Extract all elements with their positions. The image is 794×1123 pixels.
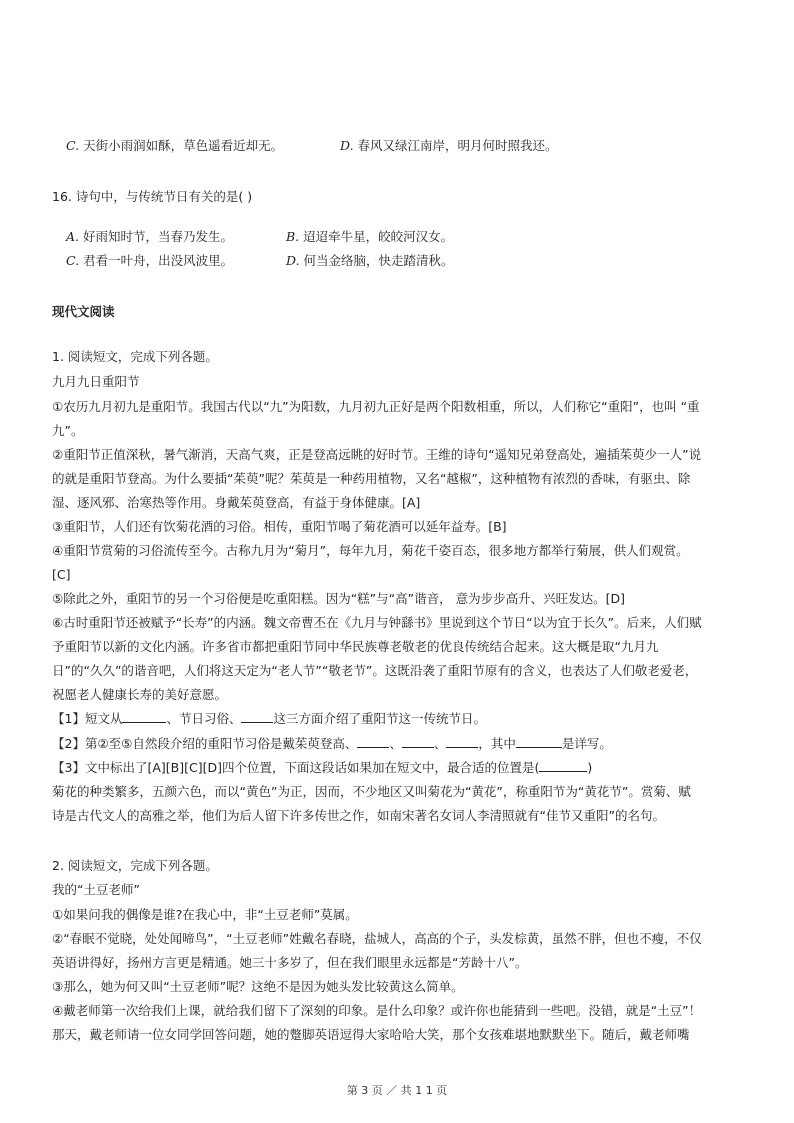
q16-option-a xyxy=(66,228,233,246)
paragraph-line: 九”。 xyxy=(52,423,84,438)
paragraph-line: 祝愿老人健康长寿的美好意愿。 xyxy=(52,687,228,702)
paragraph-line: ②重阳节正值深秋，暑气渐消，天高气爽，正是登高远眺的好时节。王维的诗句“遥知兄弟登高处，遍插茱萸少一人”说 xyxy=(52,447,702,462)
answer-blank[interactable] xyxy=(357,735,389,748)
answer-blank[interactable] xyxy=(539,759,587,772)
paragraph-line: 菊花的种类繁多，五颜六色，而以“黄色”为正，因而，不少地区又叫菊花为“黄花”，称重阳节为“黄花节”。赏菊、赋 xyxy=(52,784,691,799)
paragraph-line: ⑤除此之外，重阳节的另一个习俗便是吃重阳糕。因为“糕”与“高”谐音， 意为步步高升、兴旺发达。[D] xyxy=(52,591,625,606)
option-text: 迢迢牵牛星，皎皎河汉女。 xyxy=(303,229,454,244)
section-title: 现代文阅读 xyxy=(52,304,115,319)
subquestion-text: 【3】文中标出了[A][B][C][D]四个位置，下面这段话如果加在短文中，最合适的位置是( xyxy=(52,760,540,775)
subquestion-text: ) xyxy=(587,760,593,775)
q16-option-d xyxy=(286,252,454,270)
option-text: 君看一叶舟，出没风波里。 xyxy=(83,253,234,268)
option-letter: B. xyxy=(286,229,300,244)
paragraph-line: 诗是古代文人的高雅之举，他们为后人留下许多传世之作，如南宋著名女词人李清照就有“佳节又重阳”的名句。 xyxy=(52,808,665,823)
subquestion-text: 、节日习俗、 xyxy=(166,711,242,726)
paragraph-line: ②“春眠不觉晓，处处闻啼鸟”，“土豆老师”姓戴名春晓，盐城人，高高的个子，头发棕黄，虽然不胖，但也不瘦，不仅 xyxy=(52,931,702,946)
reading1-intro: 1. 阅读短文，完成下列各题。 xyxy=(52,349,218,364)
subquestion-text: ，其中 xyxy=(478,736,516,751)
paragraph-line: 予重阳节以新的文化内涵。许多省市都把重阳节同中华民族尊老敬老的优良传统结合起来。这大概是取“九月九 xyxy=(52,639,659,654)
paragraph-line: 湿、逐风邪、治寒热等作用。身戴茱萸登高，有益于身体健康。[A] xyxy=(52,495,421,510)
paragraph-line: ④重阳节赏菊的习俗流传至今。古称九月为“菊月”，每年九月，菊花千姿百态，很多地方都举行菊展，供人们观赏。 xyxy=(52,543,689,558)
subquestion-text: 、 xyxy=(433,736,447,751)
question-16-stem: 16. 诗句中，与传统节日有关的是( ) xyxy=(52,189,253,204)
option-letter: C. xyxy=(66,253,80,268)
option-letter: A. xyxy=(66,229,80,244)
option-text: 何当金络脑，快走踏清秋。 xyxy=(303,253,454,268)
paragraph-line: ③那么，她为何又叫“土豆老师”呢？这绝不是因为她头发比较黄这么简单。 xyxy=(52,979,464,994)
option-letter: D. xyxy=(286,253,300,268)
option-letter: D. xyxy=(340,138,354,153)
option-text: 天街小雨润如酥，草色遥看近却无。 xyxy=(83,138,284,153)
reading2-intro: 2. 阅读短文，完成下列各题。 xyxy=(52,858,218,873)
q15-option-d xyxy=(340,137,558,155)
answer-blank[interactable] xyxy=(122,710,166,723)
paragraph-line: ⑥古时重阳节还被赋予“长寿”的内涵。魏文帝曹丕在《九月与钟繇书》里说到这个节日“以为宜于长久”。后来，人们赋 xyxy=(52,615,702,630)
option-letter: C. xyxy=(66,138,80,153)
answer-blank[interactable] xyxy=(241,710,273,723)
option-text: 好雨知时节，当春乃发生。 xyxy=(83,229,234,244)
paragraph-line: 英语讲得好，扬州方言更是精通。她三十多岁了，但在我们眼里永远都是“芳龄十八”。 xyxy=(52,955,528,970)
paragraph-line: ④戴老师第一次给我们上课，就给我们留下了深刻的印象。是什么印象？或许你也能猜到一些吧。没错，就是“土豆”！ xyxy=(52,1003,702,1018)
paragraph-line: ①如果问我的偶像是谁?在我心中，非“土豆老师”莫属。 xyxy=(52,907,358,922)
paragraph-line: 的就是重阳节登高。为什么要插“茱萸”呢？茱萸是一种药用植物，又名“越椒”，这种植物有浓烈的香味，有驱虫、除 xyxy=(52,471,691,486)
q16-option-b xyxy=(286,228,453,246)
subquestion-text: 是详写。 xyxy=(561,736,612,751)
q16-option-c xyxy=(66,252,233,270)
paragraph-line: 那天，戴老师请一位女同学回答问题，她的蹩脚英语逗得大家哈哈大笑，那个女孩难堪地默默坐下。随后，戴老师嘴 xyxy=(52,1027,690,1042)
paragraph-line: 日”的“久久”的谐音吧，人们将这天定为“老人节”“敬老节”。这既沿袭了重阳节原有的含义，也表达了人们敬老爱老， xyxy=(52,663,698,678)
page-footer: 第 3 页 ／ 共 1 1 页 xyxy=(346,1084,448,1097)
answer-blank[interactable] xyxy=(402,735,434,748)
subquestion-text: 【1】短文从 xyxy=(52,711,123,726)
paragraph-line: [C] xyxy=(52,567,71,582)
option-text: 春风又绿江南岸，明月何时照我还。 xyxy=(357,138,558,153)
subquestion-3 xyxy=(52,759,592,777)
subquestion-text: 这三方面介绍了重阳节这一传统节日。 xyxy=(273,711,486,726)
answer-blank[interactable] xyxy=(446,735,478,748)
subquestion-text: 【2】第②至⑤自然段介绍的重阳节习俗是戴茱萸登高、 xyxy=(52,736,358,751)
subquestion-text: 、 xyxy=(389,736,402,751)
reading2-title: 我的“土豆老师” xyxy=(52,882,140,897)
answer-blank[interactable] xyxy=(516,735,562,748)
paragraph-line: ①农历九月初九是重阳节。我国古代以“九”为阳数，九月初九正好是两个阳数相重，所以，人们称它“重阳”，也叫 “重 xyxy=(52,399,700,414)
paragraph-line: ③重阳节，人们还有饮菊花酒的习俗。相传，重阳节喝了菊花酒可以延年益寿。[B] xyxy=(52,519,507,534)
subquestion-2 xyxy=(52,735,612,753)
q15-option-c xyxy=(66,137,283,155)
reading1-title: 九月九日重阳节 xyxy=(52,374,140,389)
subquestion-1 xyxy=(52,710,486,728)
